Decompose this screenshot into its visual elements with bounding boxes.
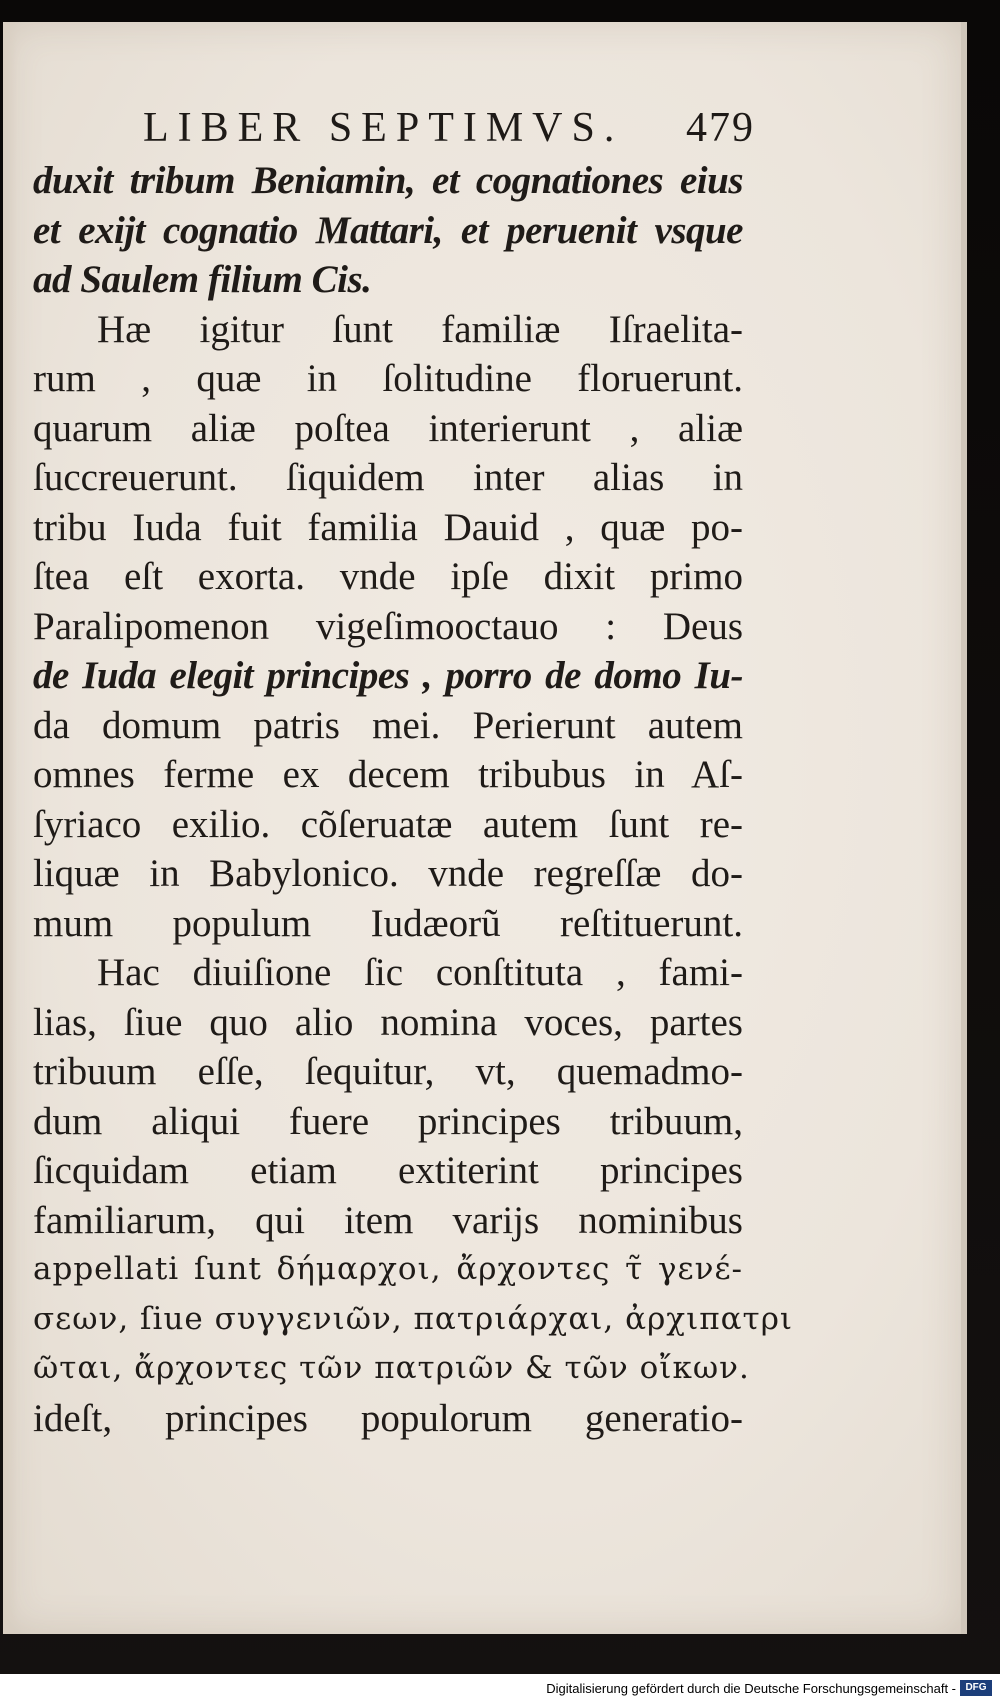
footer-bar [0, 1674, 1000, 1704]
text-line: Hæ igitur ſunt familiæ Iſraelita- [97, 307, 743, 351]
text-line: da domum patris mei. Perierunt autem [33, 703, 743, 747]
text-line: quarum aliæ poſtea interierunt , aliæ [33, 406, 743, 450]
text-line: σεων, ſiue συγγενιῶν, πατριάρχαι, ἀρχιπατρι [33, 1300, 794, 1337]
dfg-logo-icon: DFG [960, 1680, 992, 1696]
text-line: dum aliqui fuere principes tribuum, [33, 1099, 743, 1143]
text-line: omnes ferme ex decem tribubus in Aſ- [33, 753, 743, 796]
running-header [143, 104, 755, 154]
text-line: duxit tribum Beniamin, et cognationes eius [33, 159, 743, 202]
text-line: Paralipomenon vigeſimooctauo : Deus [33, 604, 743, 648]
text-line: mum populum Iudæorũ reſtituerunt. [33, 901, 743, 945]
funding-credit: Digitalisierung gefördert durch die Deutsche Forschungsgemeinschaft - [546, 1681, 956, 1696]
page-gutter [3, 22, 17, 1634]
text-line: ad Saulem filium Cis. [33, 258, 372, 301]
text-line: ſyriaco exilio. cõſeruatæ autem ſunt re- [33, 802, 743, 846]
text-line: ideſt, principes populorum generatio- [33, 1396, 743, 1440]
text-line: ſtea eſt exorta. vnde ipſe dixit primo [33, 555, 743, 598]
text-line: ſicquidam etiam extiterint principes [33, 1149, 743, 1192]
text-block [33, 156, 794, 1443]
text-line: Hac diuiſione ſic conſtituta , fami- [97, 951, 743, 994]
text-line: lias, ſiue quo alio nomina voces, partes [33, 1000, 743, 1044]
text-line: liquæ in Babylonico. vnde regreſſæ do- [33, 852, 743, 895]
running-title: LIBER SEPTIMVS. [143, 105, 624, 151]
page-number: 479 [686, 105, 755, 151]
text-line: de Iuda elegit principes , porro de domo Iu- [33, 654, 743, 697]
text-line: et exijt cognatio Mattari, et peruenit vsque [33, 208, 743, 252]
book-page [3, 22, 967, 1634]
text-line: familiarum, qui item varijs nominibus [33, 1198, 743, 1242]
text-line: rum , quæ in ſolitudine floruerunt. [33, 357, 743, 400]
text-line: ſuccreuerunt. ſiquidem inter alias in [33, 456, 743, 499]
text-line: tribuum eſſe, ſequitur, vt, quemadmo- [33, 1050, 743, 1093]
text-line: tribu Iuda fuit familia Dauid , quæ po- [33, 505, 743, 549]
text-line: appellati ſunt δήμαρχοι, ἄρχοντες τ̃ γενέ- [33, 1251, 743, 1287]
text-line: ῶται, ἄρχοντες τῶν πατριῶν & τῶν οἴκων. [33, 1350, 750, 1386]
